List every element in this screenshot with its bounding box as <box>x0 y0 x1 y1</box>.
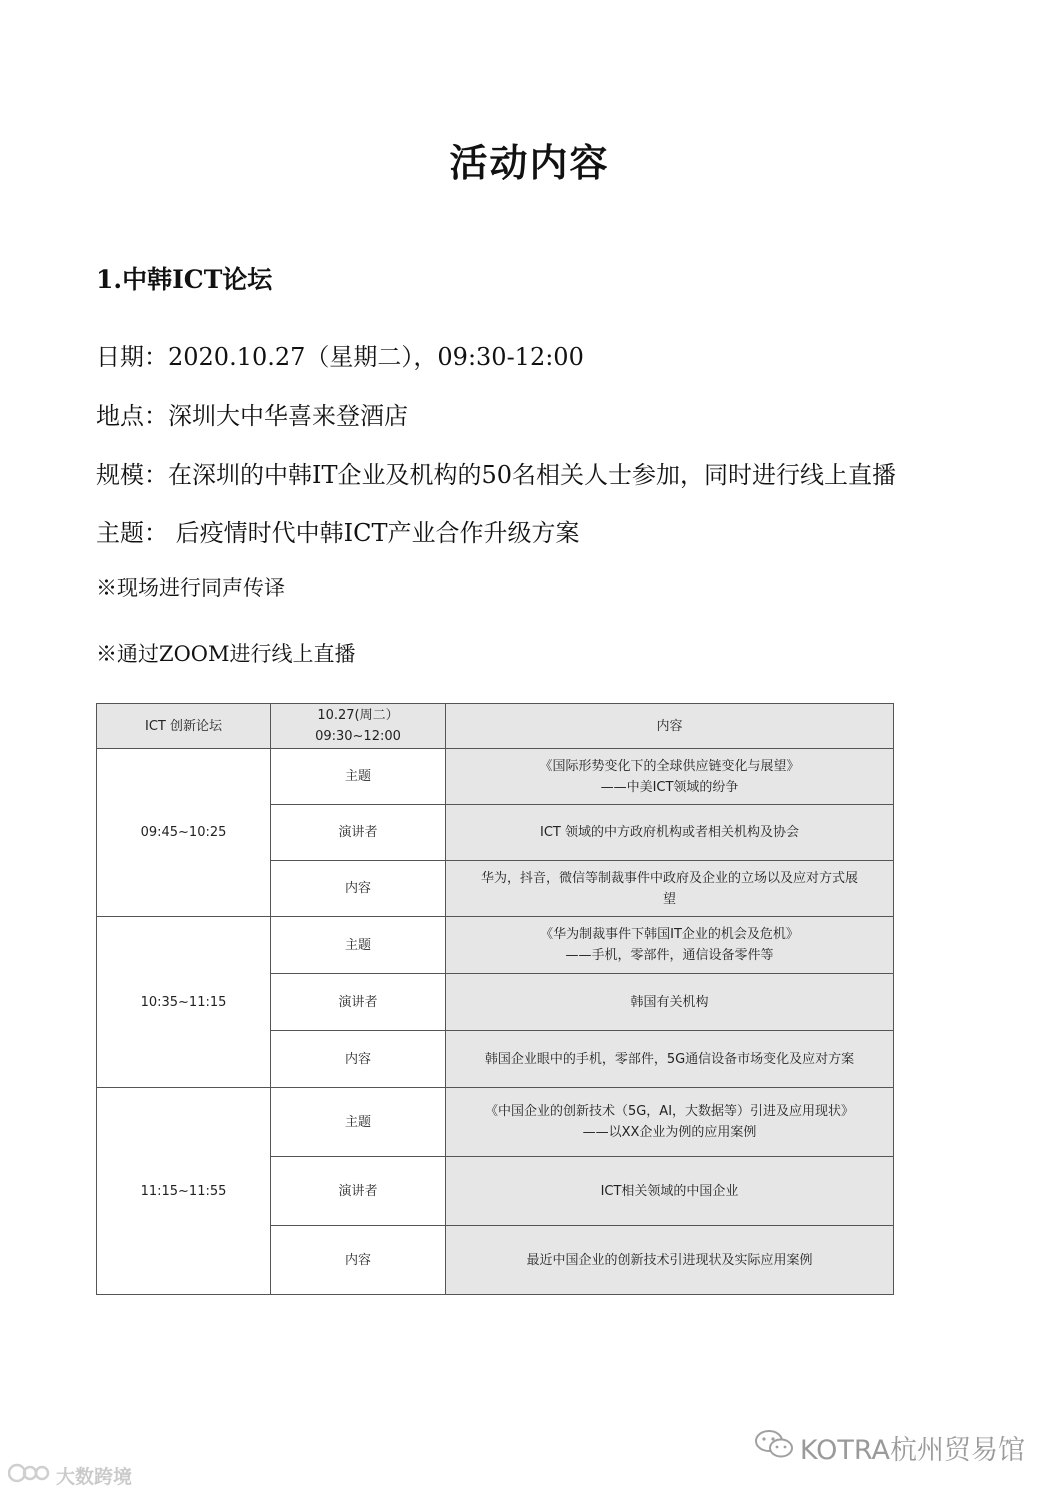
session-time: 10:35~11:15 <box>97 917 271 1088</box>
content-line: 《国际形势变化下的全球供应链变化与展望》 <box>539 758 800 774</box>
row-label: 主题 <box>271 917 446 974</box>
row-content <box>446 917 894 974</box>
content-line: 最近中国企业的创新技术引进现状及实际应用案例 <box>526 1252 813 1268</box>
content-line: 望 <box>662 891 676 907</box>
content-line: ——以XX企业为例的应用案例 <box>582 1125 757 1140</box>
schedule-table <box>96 703 894 1295</box>
row-label: 演讲者 <box>271 1157 446 1226</box>
watermark-right-text: KOTRA杭州贸易馆 <box>799 1435 1025 1466</box>
row-content <box>446 974 894 1031</box>
session-time: 11:15~11:55 <box>97 1088 271 1295</box>
content-line: ICT 领域的中方政府机构或者相关机构及协会 <box>540 825 799 840</box>
wechat-icon <box>754 1428 794 1467</box>
row-label: 内容 <box>271 1226 446 1295</box>
logo-icon <box>8 1462 52 1489</box>
session-time: 09:45~10:25 <box>97 749 271 917</box>
note-interpretation: ※现场进行同声传译 <box>96 576 285 600</box>
info-scale: 规模：在深圳的中韩IT企业及机构的50名相关人士参加，同时进行线上直播 <box>96 461 897 489</box>
content-line: 韩国有关机构 <box>630 994 709 1010</box>
table-row <box>97 749 894 805</box>
row-label: 主题 <box>271 1088 446 1157</box>
header-forum: ICT 创新论坛 <box>97 704 271 749</box>
content-line: 《华为制裁事件下韩国IT企业的机会及危机》 <box>540 927 799 942</box>
watermark-right <box>754 1428 1025 1467</box>
table-row <box>97 917 894 974</box>
content-line: ——中美ICT领域的纷争 <box>600 779 739 795</box>
table-header-row <box>97 704 894 749</box>
watermark-left-text: 大数跨境 <box>56 1466 133 1488</box>
info-location: 地点：深圳大中华喜来登酒店 <box>96 402 408 430</box>
row-label: 演讲者 <box>271 974 446 1031</box>
note-zoom: ※通过ZOOM进行线上直播 <box>96 642 356 666</box>
content-line: 《中国企业的创新技术（5G，AI，大数据等）引进及应用现状》 <box>484 1104 855 1119</box>
row-label: 内容 <box>271 1031 446 1088</box>
info-date: 日期：2020.10.27（星期二），09:30-12:00 <box>96 343 584 371</box>
row-content <box>446 1157 894 1226</box>
table-row <box>97 1088 894 1157</box>
content-line: 韩国企业眼中的手机，零部件，5G通信设备市场变化及应对方案 <box>484 1051 855 1067</box>
row-content <box>446 861 894 917</box>
section-heading: 1.中韩ICT论坛 <box>96 265 273 294</box>
header-date-time: 10.27(周二） 09:30~12:00 <box>271 704 446 749</box>
header-content: 内容 <box>446 704 894 749</box>
row-content <box>446 805 894 861</box>
page-title: 活动内容 <box>449 140 610 185</box>
row-content <box>446 1226 894 1295</box>
row-content <box>446 1031 894 1088</box>
watermark-left <box>8 1462 132 1489</box>
row-label: 主题 <box>271 749 446 805</box>
row-content <box>446 1088 894 1157</box>
content-line: 华为，抖音，微信等制裁事件中政府及企业的立场以及应对方式展 <box>480 870 858 886</box>
content-line: ——手机，零部件，通信设备零件等 <box>565 948 774 963</box>
row-label: 演讲者 <box>271 805 446 861</box>
row-content <box>446 749 894 805</box>
row-label: 内容 <box>271 861 446 917</box>
content-line: ICT相关领域的中国企业 <box>600 1183 739 1199</box>
info-theme: 主题： 后疫情时代中韩ICT产业合作升级方案 <box>96 519 580 547</box>
